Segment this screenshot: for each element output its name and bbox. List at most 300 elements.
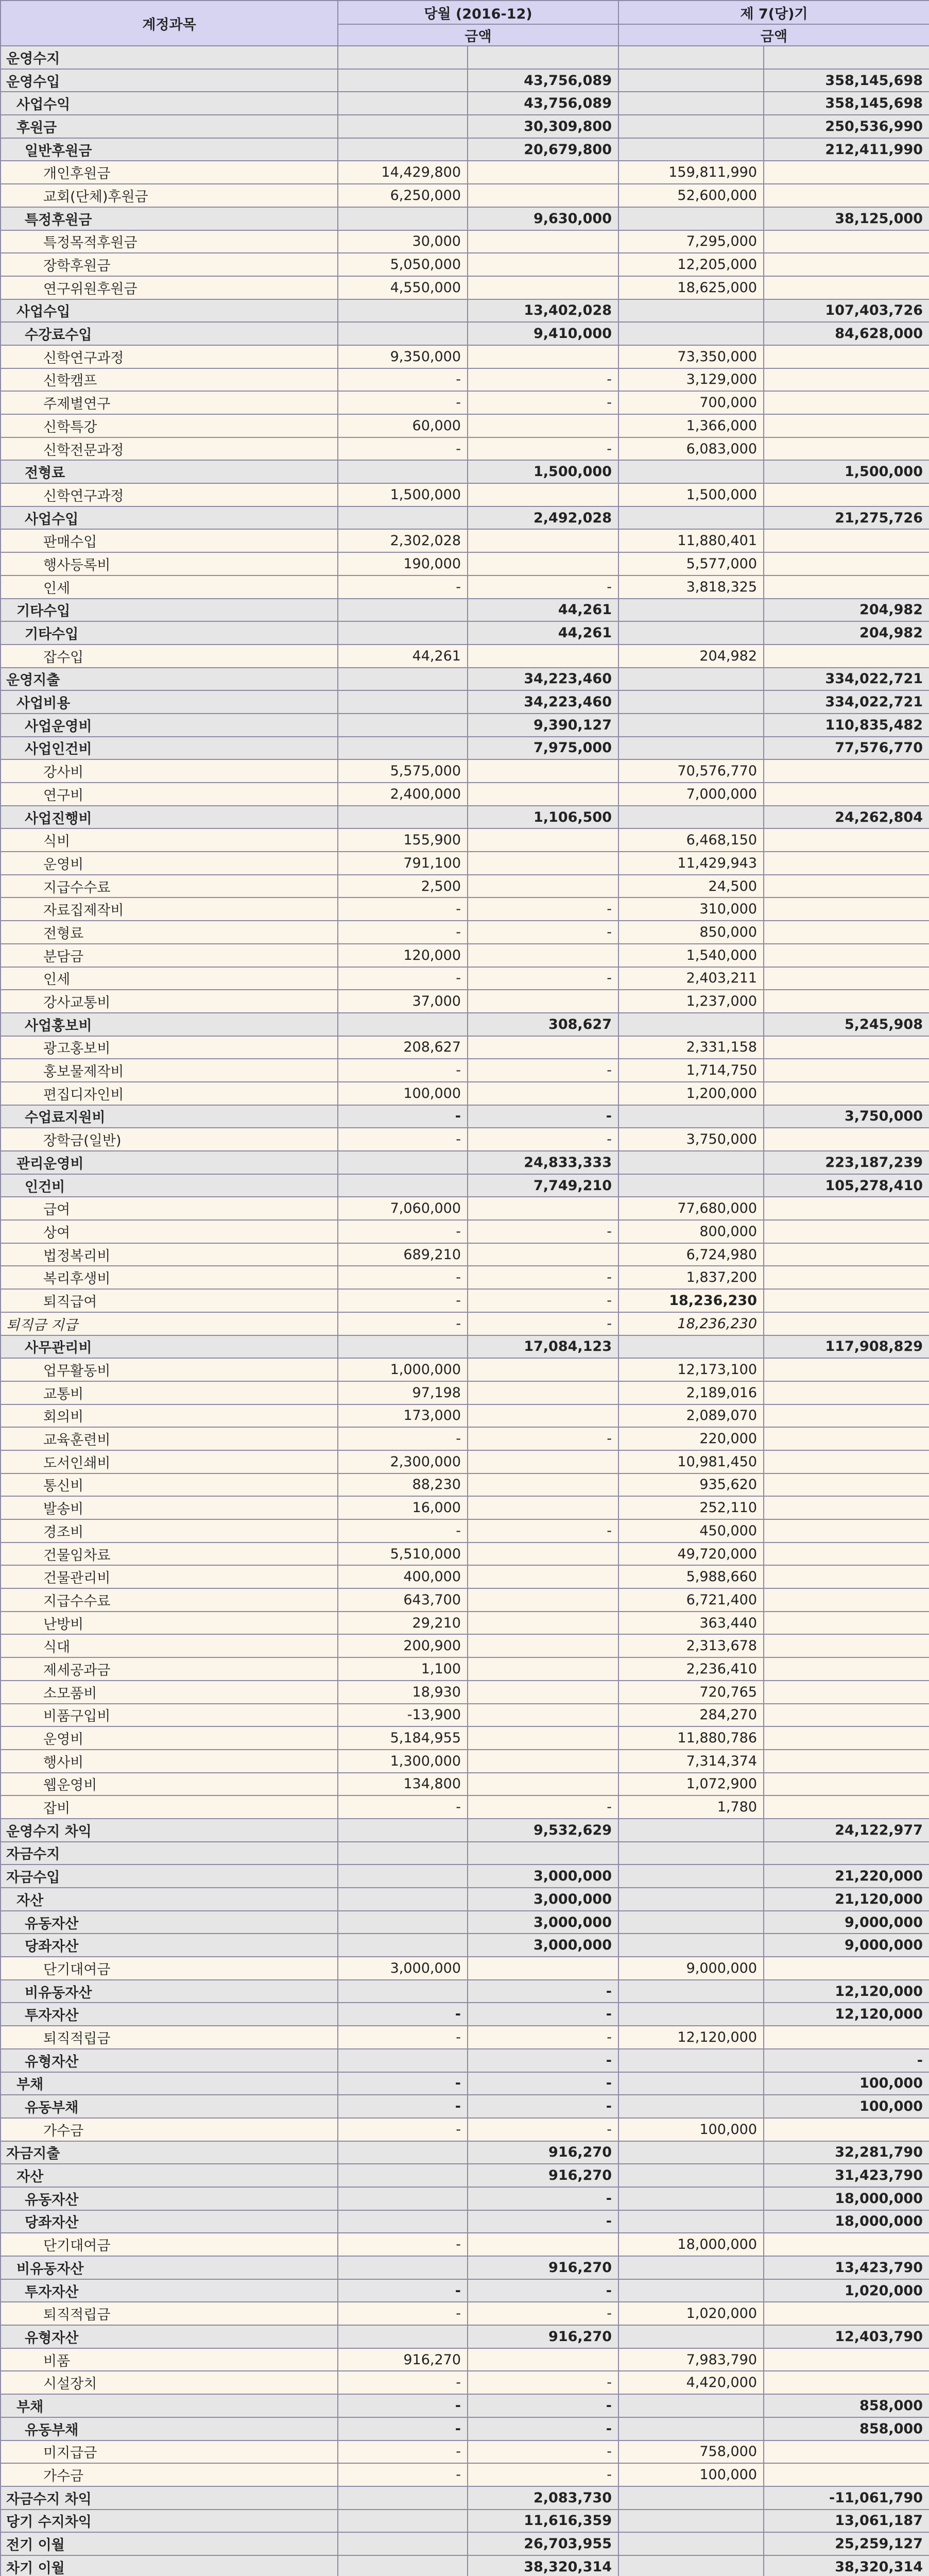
table-row <box>1 414 929 437</box>
table-row <box>1 1358 929 1381</box>
current-detail-amount: 643,700 <box>338 1588 468 1612</box>
current-total-amount <box>468 1243 618 1266</box>
account-name: 차기 이월 <box>1 2555 338 2576</box>
table-row <box>1 1174 929 1197</box>
current-total-amount <box>468 1473 618 1497</box>
current-total-amount: - <box>468 2279 618 2302</box>
cumulative-detail-amount <box>618 115 764 138</box>
table-row <box>1 322 929 345</box>
cumulative-detail-amount: 11,429,943 <box>618 852 764 875</box>
current-total-amount: - <box>468 1266 618 1289</box>
table-row <box>1 1381 929 1404</box>
cumulative-total-amount <box>764 1036 929 1059</box>
current-total-amount: - <box>468 2049 618 2072</box>
current-detail-amount: 120,000 <box>338 944 468 967</box>
current-total-amount: 916,270 <box>468 2164 618 2187</box>
table-row <box>1 967 929 990</box>
current-total-amount <box>468 1657 618 1681</box>
account-name: 당기 수지차익 <box>1 2510 338 2533</box>
current-total-amount: - <box>468 1312 618 1335</box>
table-row <box>1 828 929 852</box>
current-detail-amount: - <box>338 1105 468 1128</box>
cumulative-detail-amount <box>618 2532 764 2555</box>
table-row <box>1 621 929 645</box>
current-total-amount <box>468 1082 618 1105</box>
cumulative-total-amount <box>764 1704 929 1727</box>
cumulative-detail-amount: 1,072,900 <box>618 1773 764 1796</box>
cumulative-detail-amount: 4,420,000 <box>618 2371 764 2394</box>
account-name: 장학금(일반) <box>1 1128 338 1151</box>
current-total-amount: - <box>468 2463 618 2486</box>
current-total-amount: - <box>468 2371 618 2394</box>
table-row <box>1 575 929 599</box>
current-detail-amount: - <box>338 1312 468 1335</box>
account-name: 사업인건비 <box>1 737 338 760</box>
current-detail-amount: - <box>338 2417 468 2441</box>
cumulative-detail-amount: 3,750,000 <box>618 1128 764 1151</box>
account-name: 도서인쇄비 <box>1 1450 338 1473</box>
cumulative-total-amount: 334,022,721 <box>764 690 929 714</box>
current-total-amount: 3,000,000 <box>468 1934 618 1957</box>
cumulative-detail-amount <box>618 69 764 92</box>
cumulative-detail-amount <box>618 599 764 622</box>
current-total-amount: - <box>468 1289 618 1312</box>
table-row <box>1 875 929 898</box>
current-total-amount <box>468 1197 618 1220</box>
cumulative-detail-amount <box>618 621 764 645</box>
table-row <box>1 921 929 944</box>
cumulative-total-amount <box>764 2233 929 2256</box>
current-total-amount <box>468 161 618 184</box>
current-detail-amount: 60,000 <box>338 414 468 437</box>
current-total-amount <box>468 1036 618 1059</box>
cumulative-total-amount <box>764 1473 929 1497</box>
current-detail-amount: - <box>338 1427 468 1450</box>
cumulative-detail-amount: 24,500 <box>618 875 764 898</box>
account-name: 유동부채 <box>1 2095 338 2118</box>
current-total-amount <box>468 483 618 506</box>
table-row <box>1 2486 929 2510</box>
account-name: 사무관리비 <box>1 1335 338 1359</box>
account-name: 사업수입 <box>1 299 338 323</box>
current-detail-amount <box>338 46 468 69</box>
cumulative-period-header: 제 7(당)기 <box>618 1 929 24</box>
current-total-amount: - <box>468 391 618 414</box>
account-name: 유형자산 <box>1 2325 338 2348</box>
current-total-amount: 3,000,000 <box>468 1865 618 1888</box>
current-detail-amount: 2,400,000 <box>338 783 468 806</box>
cumulative-total-amount <box>764 1059 929 1082</box>
current-detail-amount <box>338 460 468 483</box>
current-total-amount: 3,000,000 <box>468 1888 618 1911</box>
cumulative-total-amount <box>764 2118 929 2141</box>
cumulative-detail-amount <box>618 2210 764 2233</box>
account-name: 사업진행비 <box>1 806 338 829</box>
current-total-amount: 34,223,460 <box>468 690 618 714</box>
current-detail-amount: - <box>338 2003 468 2026</box>
cumulative-total-amount: 12,403,790 <box>764 2325 929 2348</box>
current-total-amount <box>468 759 618 783</box>
table-row <box>1 2371 929 2394</box>
current-detail-amount: 190,000 <box>338 552 468 575</box>
current-total-amount: 7,749,210 <box>468 1174 618 1197</box>
table-row <box>1 2049 929 2072</box>
current-detail-amount <box>338 1980 468 2003</box>
table-row <box>1 138 929 161</box>
account-name: 사업홍보비 <box>1 1013 338 1036</box>
current-detail-amount: 2,500 <box>338 875 468 898</box>
account-name: 편집디자인비 <box>1 1082 338 1105</box>
current-detail-amount <box>338 2164 468 2187</box>
account-name: 미지급금 <box>1 2441 338 2464</box>
cumulative-detail-amount <box>618 207 764 230</box>
current-period-header: 당월 (2016-12) <box>338 1 618 24</box>
cumulative-detail-amount <box>618 2256 764 2279</box>
cumulative-detail-amount: 2,313,678 <box>618 1634 764 1657</box>
account-name: 당좌자산 <box>1 1934 338 1957</box>
current-detail-amount <box>338 2486 468 2510</box>
current-detail-amount <box>338 92 468 115</box>
current-detail-amount: 2,302,028 <box>338 529 468 552</box>
cumulative-total-amount: 38,125,000 <box>764 207 929 230</box>
account-name: 퇴직적립금 <box>1 2026 338 2049</box>
current-detail-amount <box>338 806 468 829</box>
current-total-amount: - <box>468 2417 618 2441</box>
account-name: 퇴직적립금 <box>1 2302 338 2325</box>
account-name: 사업수입 <box>1 506 338 530</box>
account-name: 인건비 <box>1 1174 338 1197</box>
cumulative-detail-amount <box>618 2555 764 2576</box>
current-total-amount <box>468 276 618 299</box>
cumulative-total-amount: 212,411,990 <box>764 138 929 161</box>
cumulative-detail-amount: 18,625,000 <box>618 276 764 299</box>
account-name: 인세 <box>1 575 338 599</box>
cumulative-detail-amount: 73,350,000 <box>618 345 764 368</box>
current-total-amount <box>468 2233 618 2256</box>
cumulative-total-amount: 21,275,726 <box>764 506 929 530</box>
account-name: 자산 <box>1 1888 338 1911</box>
cumulative-total-amount <box>764 1266 929 1289</box>
table-row <box>1 1289 929 1312</box>
cumulative-detail-amount: 6,468,150 <box>618 828 764 852</box>
current-detail-amount <box>338 2210 468 2233</box>
account-name: 운영지출 <box>1 668 338 691</box>
current-detail-amount: 5,510,000 <box>338 1543 468 1566</box>
current-total-amount <box>468 875 618 898</box>
current-total-amount <box>468 253 618 276</box>
current-total-amount: 24,833,333 <box>468 1151 618 1174</box>
table-row <box>1 2417 929 2441</box>
account-name: 유형자산 <box>1 2049 338 2072</box>
current-detail-amount <box>338 2187 468 2210</box>
cumulative-detail-amount: 70,576,770 <box>618 759 764 783</box>
table-row <box>1 783 929 806</box>
table-row <box>1 1565 929 1588</box>
cumulative-detail-amount: 3,129,000 <box>618 368 764 392</box>
table-row <box>1 552 929 575</box>
current-detail-amount <box>338 1174 468 1197</box>
account-name: 특정목적후원금 <box>1 230 338 253</box>
account-name: 판매수입 <box>1 529 338 552</box>
current-detail-amount: 791,100 <box>338 852 468 875</box>
current-total-amount: 308,627 <box>468 1013 618 1036</box>
cumulative-detail-amount <box>618 1105 764 1128</box>
account-name: 회의비 <box>1 1404 338 1428</box>
account-name: 단기대여금 <box>1 2233 338 2256</box>
account-name: 주제별연구 <box>1 391 338 414</box>
current-total-amount: - <box>468 1105 618 1128</box>
cumulative-total-amount: 31,423,790 <box>764 2164 929 2187</box>
current-total-amount <box>468 1704 618 1727</box>
current-detail-amount <box>338 506 468 530</box>
account-name: 유동자산 <box>1 2187 338 2210</box>
cumulative-detail-amount: 12,173,100 <box>618 1358 764 1381</box>
table-row <box>1 806 929 829</box>
table-row <box>1 2510 929 2533</box>
account-name: 신학전문과정 <box>1 437 338 461</box>
cumulative-detail-amount <box>618 2187 764 2210</box>
cumulative-detail-amount: 2,089,070 <box>618 1404 764 1428</box>
current-total-amount: - <box>468 2072 618 2095</box>
cumulative-detail-amount: 850,000 <box>618 921 764 944</box>
account-name: 급여 <box>1 1197 338 1220</box>
current-detail-amount: 44,261 <box>338 645 468 668</box>
account-name: 퇴직급여 <box>1 1289 338 1312</box>
table-row <box>1 1726 929 1750</box>
current-detail-amount: 155,900 <box>338 828 468 852</box>
table-row <box>1 2555 929 2576</box>
current-detail-amount <box>338 299 468 323</box>
current-total-amount <box>468 1496 618 1519</box>
cumulative-total-amount: 77,576,770 <box>764 737 929 760</box>
cumulative-detail-amount: 100,000 <box>618 2463 764 2486</box>
cumulative-detail-amount <box>618 2003 764 2026</box>
cumulative-detail-amount <box>618 2072 764 2095</box>
cumulative-detail-amount: 1,020,000 <box>618 2302 764 2325</box>
cumulative-detail-amount: 310,000 <box>618 897 764 921</box>
current-detail-amount <box>338 2555 468 2576</box>
current-detail-amount: - <box>338 2233 468 2256</box>
cumulative-detail-amount: 6,721,400 <box>618 1588 764 1612</box>
current-total-amount: - <box>468 368 618 392</box>
cumulative-total-amount: 858,000 <box>764 2394 929 2417</box>
table-row <box>1 46 929 69</box>
current-total-amount: - <box>468 897 618 921</box>
cumulative-total-amount <box>764 2348 929 2371</box>
cumulative-detail-amount: 100,000 <box>618 2118 764 2141</box>
account-name: 자금수지 차익 <box>1 2486 338 2510</box>
cumulative-detail-amount: 284,270 <box>618 1704 764 1727</box>
cumulative-detail-amount: 2,331,158 <box>618 1036 764 1059</box>
cumulative-detail-amount: 18,000,000 <box>618 2233 764 2256</box>
current-detail-amount <box>338 668 468 691</box>
table-row <box>1 1335 929 1359</box>
current-detail-amount <box>338 599 468 622</box>
table-row <box>1 230 929 253</box>
cumulative-detail-amount <box>618 46 764 69</box>
current-total-amount <box>468 645 618 668</box>
table-row <box>1 1450 929 1473</box>
cumulative-detail-amount: 18,236,230 <box>618 1289 764 1312</box>
cumulative-total-amount: 110,835,482 <box>764 714 929 737</box>
cumulative-detail-amount <box>618 1842 764 1865</box>
cumulative-detail-amount: 220,000 <box>618 1427 764 1450</box>
current-detail-amount <box>338 207 468 230</box>
cumulative-detail-amount: 363,440 <box>618 1612 764 1635</box>
table-row <box>1 737 929 760</box>
account-name: 상여 <box>1 1220 338 1243</box>
current-total-amount <box>468 1750 618 1773</box>
current-detail-amount: - <box>338 2118 468 2141</box>
current-detail-amount: - <box>338 1795 468 1819</box>
current-total-amount: - <box>468 1980 618 2003</box>
current-total-amount: - <box>468 1427 618 1450</box>
current-detail-amount: 134,800 <box>338 1773 468 1796</box>
current-detail-amount: - <box>338 1220 468 1243</box>
current-total-amount <box>468 1358 618 1381</box>
current-total-amount <box>468 828 618 852</box>
current-total-amount <box>468 1381 618 1404</box>
current-total-amount: - <box>468 2095 618 2118</box>
current-total-amount <box>468 1450 618 1473</box>
account-header: 계정과목 <box>1 1 338 46</box>
table-row <box>1 2003 929 2026</box>
table-row <box>1 1865 929 1888</box>
current-total-amount: - <box>468 2026 618 2049</box>
cumulative-detail-amount: 1,714,750 <box>618 1059 764 1082</box>
account-name: 웹운영비 <box>1 1773 338 1796</box>
current-total-amount <box>468 1588 618 1612</box>
table-row <box>1 1473 929 1497</box>
cumulative-detail-amount <box>618 2510 764 2533</box>
cumulative-detail-amount: 1,837,200 <box>618 1266 764 1289</box>
current-total-amount: 9,532,629 <box>468 1819 618 1842</box>
cumulative-total-amount <box>764 1358 929 1381</box>
table-row <box>1 1519 929 1543</box>
current-detail-amount: - <box>338 2394 468 2417</box>
cumulative-total-amount: 1,020,000 <box>764 2279 929 2302</box>
cumulative-total-amount <box>764 368 929 392</box>
account-name: 운영비 <box>1 852 338 875</box>
table-row <box>1 1013 929 1036</box>
table-row <box>1 944 929 967</box>
cumulative-total-amount: 9,000,000 <box>764 1934 929 1957</box>
cumulative-total-amount <box>764 759 929 783</box>
cumulative-total-amount: 13,061,187 <box>764 2510 929 2533</box>
table-row <box>1 714 929 737</box>
cumulative-detail-amount: 1,780 <box>618 1795 764 1819</box>
cumulative-detail-amount: 800,000 <box>618 1220 764 1243</box>
current-total-amount: 9,410,000 <box>468 322 618 345</box>
account-name: 잡비 <box>1 1795 338 1819</box>
current-total-amount: 44,261 <box>468 599 618 622</box>
current-total-amount <box>468 990 618 1013</box>
table-row <box>1 1888 929 1911</box>
cumulative-total-amount <box>764 437 929 461</box>
account-name: 강사교통비 <box>1 990 338 1013</box>
table-row <box>1 852 929 875</box>
table-row <box>1 2095 929 2118</box>
cumulative-total-amount <box>764 921 929 944</box>
account-name: 일반후원금 <box>1 138 338 161</box>
current-total-amount <box>468 852 618 875</box>
report-body <box>1 46 929 2576</box>
table-row <box>1 2233 929 2256</box>
account-name: 투자자산 <box>1 2279 338 2302</box>
account-name: 신학연구과정 <box>1 345 338 368</box>
current-detail-amount <box>338 621 468 645</box>
account-name: 전형료 <box>1 921 338 944</box>
current-detail-amount <box>338 1934 468 1957</box>
account-name: 홍보물제작비 <box>1 1059 338 1082</box>
account-name: 부채 <box>1 2394 338 2417</box>
cumulative-total-amount: 38,320,314 <box>764 2555 929 2576</box>
current-detail-amount <box>338 737 468 760</box>
cumulative-detail-amount: 6,083,000 <box>618 437 764 461</box>
cumulative-detail-amount <box>618 668 764 691</box>
cumulative-detail-amount <box>618 737 764 760</box>
table-row <box>1 2441 929 2464</box>
cumulative-total-amount: 5,245,908 <box>764 1013 929 1036</box>
table-row <box>1 2256 929 2279</box>
current-total-amount: 3,000,000 <box>468 1911 618 1934</box>
table-row <box>1 2118 929 2141</box>
cumulative-detail-amount <box>618 2394 764 2417</box>
cumulative-detail-amount: 11,880,786 <box>618 1726 764 1750</box>
current-total-amount: - <box>468 921 618 944</box>
cumulative-total-amount <box>764 1128 929 1151</box>
current-detail-amount: 4,550,000 <box>338 276 468 299</box>
cumulative-detail-amount <box>618 806 764 829</box>
cumulative-detail-amount: 5,988,660 <box>618 1565 764 1588</box>
current-detail-amount: 400,000 <box>338 1565 468 1588</box>
table-row <box>1 299 929 323</box>
cumulative-detail-amount: 52,600,000 <box>618 184 764 207</box>
cumulative-detail-amount: 935,620 <box>618 1473 764 1497</box>
current-detail-amount: 7,060,000 <box>338 1197 468 1220</box>
cumulative-detail-amount: 720,765 <box>618 1681 764 1704</box>
table-row <box>1 2210 929 2233</box>
cumulative-total-amount <box>764 1842 929 1865</box>
cumulative-total-amount: 100,000 <box>764 2095 929 2118</box>
cumulative-total-amount: 858,000 <box>764 2417 929 2441</box>
cumulative-detail-amount <box>618 2417 764 2441</box>
cumulative-total-amount: 18,000,000 <box>764 2210 929 2233</box>
cumulative-detail-amount: 49,720,000 <box>618 1543 764 1566</box>
cumulative-total-amount <box>764 967 929 990</box>
account-name: 연구위원후원금 <box>1 276 338 299</box>
current-detail-amount: 5,184,955 <box>338 1726 468 1750</box>
cumulative-total-amount <box>764 391 929 414</box>
table-row <box>1 990 929 1013</box>
current-total-amount: - <box>468 437 618 461</box>
cumulative-detail-amount: 7,295,000 <box>618 230 764 253</box>
cumulative-detail-amount: 7,314,374 <box>618 1750 764 1773</box>
table-row <box>1 1105 929 1128</box>
current-total-amount: 1,500,000 <box>468 460 618 483</box>
table-row <box>1 1266 929 1289</box>
cumulative-detail-amount <box>618 1819 764 1842</box>
cumulative-detail-amount: 1,237,000 <box>618 990 764 1013</box>
cumulative-total-amount <box>764 575 929 599</box>
table-row <box>1 437 929 461</box>
account-name: 시설장치 <box>1 2371 338 2394</box>
current-detail-amount: - <box>338 2463 468 2486</box>
cumulative-detail-amount <box>618 506 764 530</box>
current-detail-amount <box>338 69 468 92</box>
account-name: 자금지출 <box>1 2141 338 2164</box>
cumulative-detail-amount <box>618 690 764 714</box>
